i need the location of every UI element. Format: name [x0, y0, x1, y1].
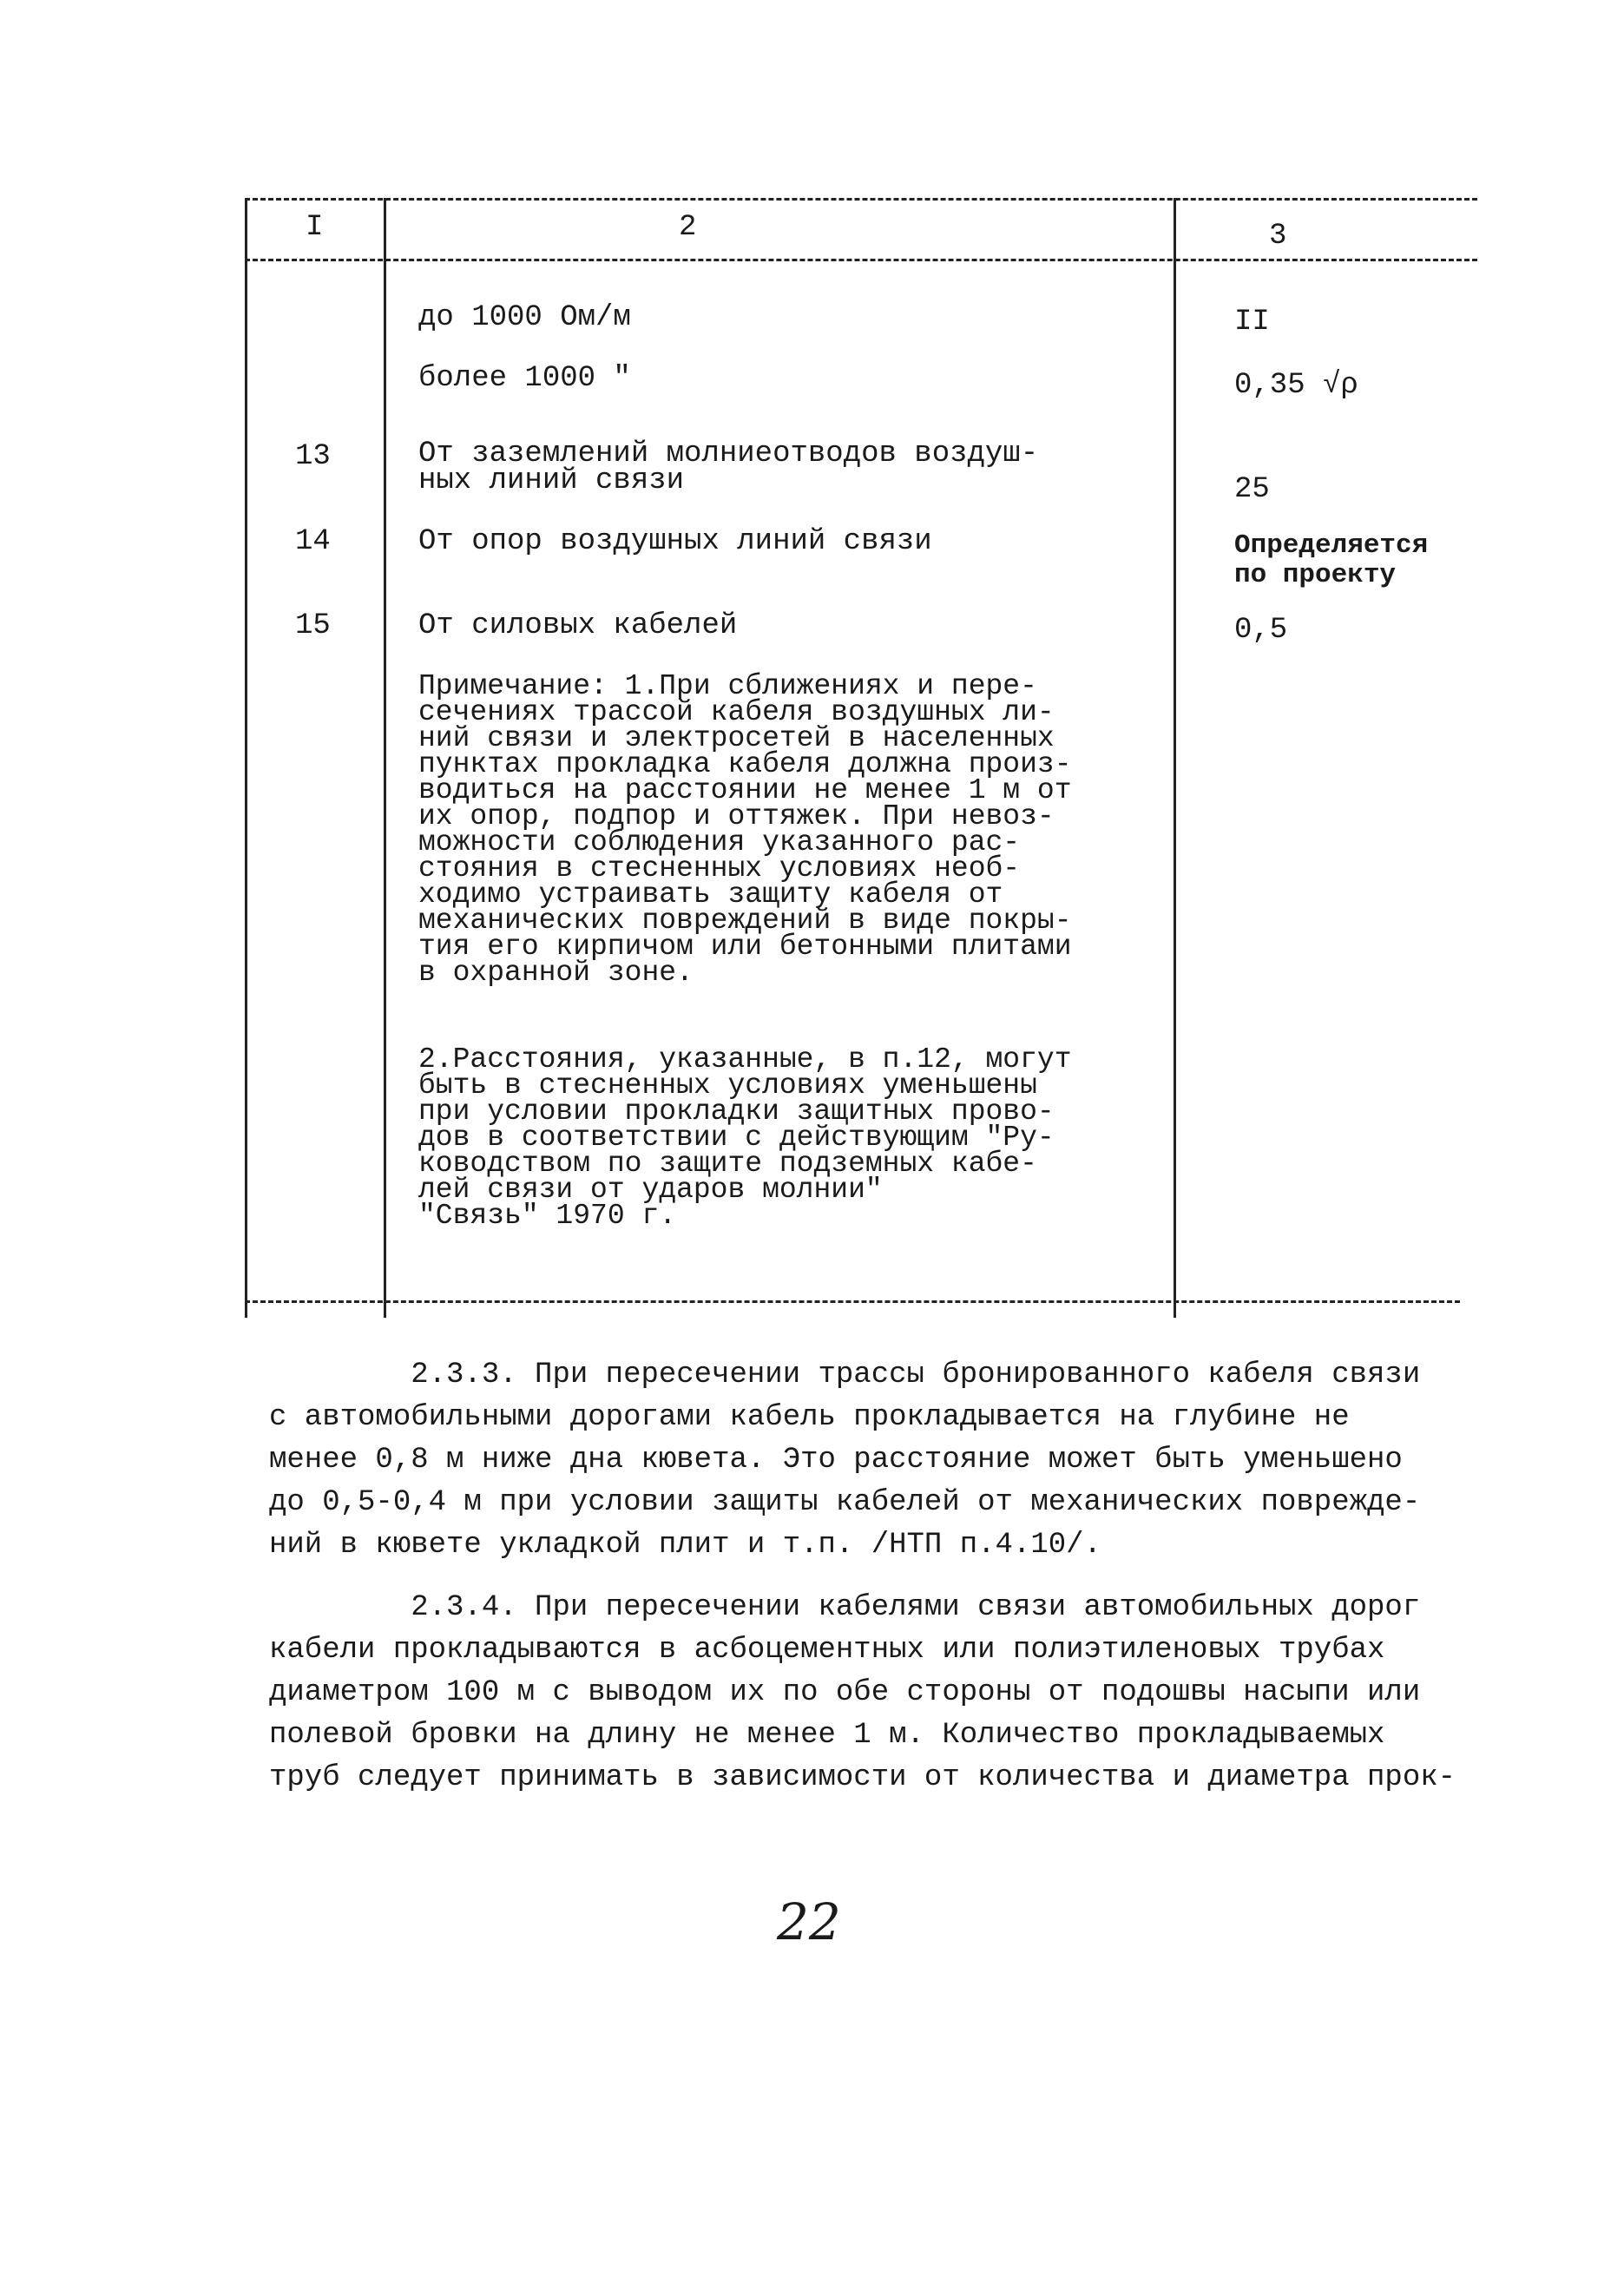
- paragraph-2-3-3: [269, 1354, 1467, 1567]
- paragraph-line: труб следует принимать в зависимости от количества и диаметра прок-: [269, 1761, 1456, 1794]
- row-text: От заземлений молниеотводов воздуш- ных линий связи: [418, 438, 1039, 497]
- table-top-rule: [245, 198, 1477, 201]
- table-col-divider-1: [384, 198, 386, 1318]
- table-left-border: [245, 198, 247, 1318]
- row-value: 0,5: [1234, 614, 1288, 647]
- paragraph-line: 2.3.4. При пересечении кабелями связи автомобильных дорог: [269, 1591, 1421, 1624]
- row-number: 13: [295, 440, 331, 473]
- paragraph-line: полевой бровки на длину не менее 1 м. Количество прокладываемых: [269, 1719, 1385, 1752]
- paragraph-line: до 0,5-0,4 м при условии защиты кабелей от механических поврежде-: [269, 1486, 1421, 1519]
- table-bottom-rule: [245, 1300, 1460, 1303]
- table-col-divider-2: [1174, 198, 1176, 1318]
- table-note-1: Примечание: 1.При сближениях и пере- сечениях трассой кабеля воздушных ли- ний связи и электросетей в населенных пунктах прокладка кабеля должна произ- водиться на расстоянии не менее 1 м от их опор, подпор и оттяжек. При невоз- можности соблюдения указанного рас- стояния в стесненных условиях необ- ходимо устраивать защиту кабеля от механических повреждений в виде покры- тия его кирпичом или бетонными плитами в охранной зоне.: [418, 670, 1072, 989]
- table-header-rule: [245, 259, 1477, 261]
- header-col-1: I: [306, 211, 324, 244]
- header-col-2: 2: [679, 211, 697, 244]
- row-text: до 1000 Ом/м: [418, 301, 631, 334]
- row-value: Определяется по проекту: [1234, 530, 1429, 590]
- header-col-3: 3: [1269, 220, 1287, 253]
- row-number: 14: [295, 525, 331, 558]
- distance-table: [245, 198, 1477, 1318]
- page-number: 22: [777, 1892, 841, 1951]
- row-value: 0,35 √ρ: [1234, 369, 1358, 402]
- paragraph-line: менее 0,8 м ниже дна кювета. Это расстояние может быть уменьшено: [269, 1444, 1403, 1477]
- paragraph-line: ний в кювете укладкой плит и т.п. /НТП п.4.10/.: [269, 1529, 1101, 1562]
- row-text: От силовых кабелей: [418, 609, 738, 642]
- table-note-2: 2.Расстояния, указанные, в п.12, могут быть в стесненных условиях уменьшены при условии прокладки защитных прово- дов в соответствии с действующим "Ру- ководством по защите подземных кабе- лей связи от ударов молнии" "Связь" 1970 г.: [418, 1043, 1072, 1232]
- paragraph-2-3-4: [269, 1587, 1467, 1800]
- row-number: 15: [295, 609, 331, 642]
- paragraph-line: с автомобильными дорогами кабель прокладывается на глубине не: [269, 1401, 1350, 1434]
- paragraph-line: диаметром 100 м с выводом их по обе стороны от подошвы насыпи или: [269, 1676, 1421, 1709]
- row-value: II: [1234, 306, 1270, 339]
- row-value: 25: [1234, 473, 1270, 506]
- row-text: более 1000 ": [418, 362, 631, 395]
- row-text: От опор воздушных линий связи: [418, 525, 932, 558]
- paragraph-line: 2.3.3. При пересечении трассы бронированного кабеля связи: [269, 1359, 1421, 1392]
- paragraph-line: кабели прокладываются в асбоцементных или полиэтиленовых трубах: [269, 1634, 1385, 1667]
